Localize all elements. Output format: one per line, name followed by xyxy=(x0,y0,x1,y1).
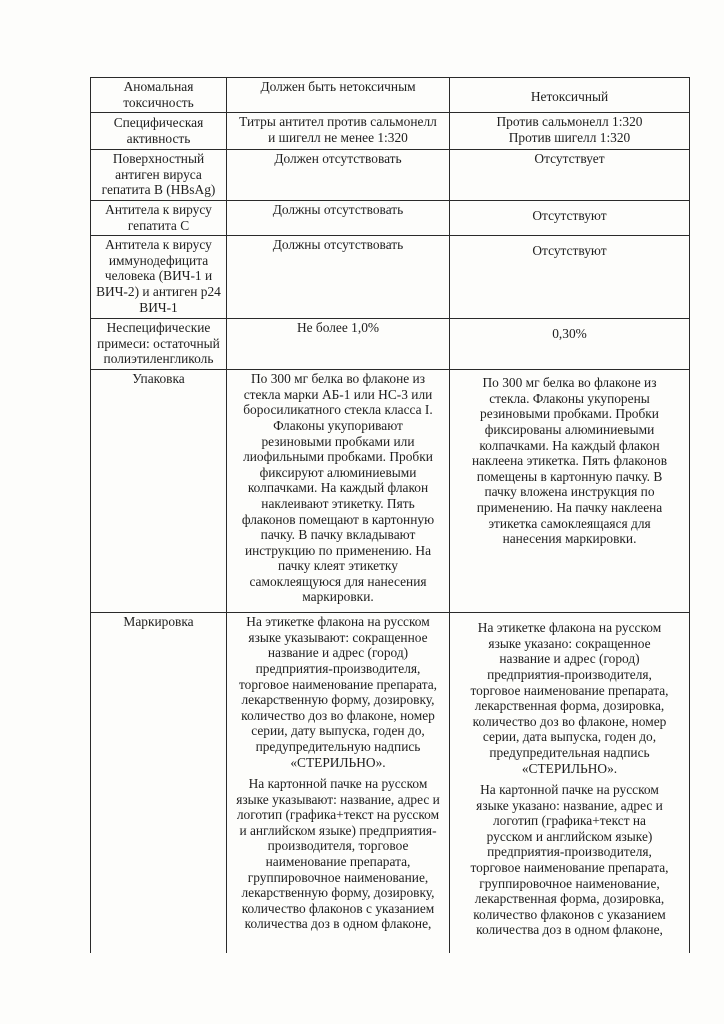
norm-cell xyxy=(227,200,450,235)
cell-text-line: количества доз в одном флаконе, xyxy=(244,916,432,932)
cell-text-line: наименование препарата, xyxy=(265,854,411,870)
parameter-cell xyxy=(91,319,227,370)
cell-text-line: предупредительная надпись xyxy=(489,744,650,760)
cell-text-line: и шигелл не менее 1:320 xyxy=(268,129,408,145)
cell-text-line: количество флаконов с указанием xyxy=(241,900,435,916)
cell-text-line: Флаконы укупоривают xyxy=(273,417,403,433)
cell-text-line: примеси: остаточный xyxy=(97,335,220,351)
cell-text-line: Против сальмонелл 1:320 xyxy=(496,114,643,130)
table-row xyxy=(91,200,690,235)
result-cell xyxy=(450,370,690,613)
cell-text-line: иммунодефицита xyxy=(108,252,209,268)
cell-text-line: торговое наименование препарата, xyxy=(470,682,669,698)
cell-text-line: помещены в картонную пачку. В xyxy=(476,468,663,484)
table-row xyxy=(91,370,690,613)
cell-text-line: На картонной пачке на русском xyxy=(248,776,428,792)
cell-text-line: лекарственную форму, дозировку, xyxy=(241,692,435,708)
cell-text-line: Должен отсутствовать xyxy=(274,151,402,167)
norm-cell xyxy=(227,78,450,113)
cell-text-line: Маркировка xyxy=(123,614,194,630)
cell-text-line: токсичность xyxy=(123,94,194,110)
cell-text-line: активность xyxy=(126,130,191,146)
cell-text-line: резиновыми пробками. Пробки xyxy=(480,406,659,422)
norm-cell xyxy=(227,319,450,370)
cell-text-line: Должен быть нетоксичным xyxy=(260,79,416,94)
cell-text-line: количества доз в одном флаконе, xyxy=(476,922,663,938)
cell-text-line: наклеена этикетка. Пять флаконов xyxy=(471,453,668,469)
result-cell xyxy=(450,200,690,235)
cell-text-line: Должны отсутствовать xyxy=(272,201,404,217)
cell-text-line: Должны отсутствовать xyxy=(272,237,404,253)
cell-text-line: лекарственная форма, дозировка, xyxy=(474,698,665,714)
parameter-cell xyxy=(91,236,227,319)
cell-text-line: пачку. В пачку вкладывают xyxy=(260,527,416,543)
parameter-cell xyxy=(91,370,227,613)
table-row xyxy=(91,613,690,953)
cell-text-line: логотип (графика+текст на xyxy=(492,813,647,829)
cell-text-line: Упаковка xyxy=(132,371,185,387)
cell-text-line: Отсутствуют xyxy=(532,207,607,223)
cell-text-line: предупредительную надпись xyxy=(255,738,421,754)
cell-text-line: По 300 мг белка во флаконе из xyxy=(482,375,657,391)
cell-text-line: количество доз во флаконе, номер xyxy=(241,707,435,723)
parameter-cell xyxy=(91,78,227,113)
cell-text-line: предприятия-производителя, xyxy=(487,844,652,860)
cell-text-line: лиофильными пробками. Пробки xyxy=(243,449,433,465)
cell-text-line: На этикетке флакона на русском xyxy=(477,620,662,636)
cell-text-line: стекла. Флаконы укупорены xyxy=(489,390,650,406)
result-cell xyxy=(450,319,690,370)
cell-text-line: колпачками. На каждый флакон xyxy=(479,437,660,453)
cell-text-line: маркировки. xyxy=(302,589,374,605)
parameter-cell xyxy=(91,113,227,150)
cell-text-line: группировочное наименование, xyxy=(247,869,429,885)
cell-text-line: ВИЧ-2) и антиген р24 xyxy=(96,283,221,299)
norm-cell xyxy=(227,370,450,613)
cell-text-line: название и адрес (город) xyxy=(267,645,409,661)
cell-text-line: «СТЕРИЛЬНО». xyxy=(521,760,618,776)
parameter-cell xyxy=(91,150,227,201)
cell-text-line: языке указывают: сокращенное xyxy=(248,629,428,645)
cell-text-line: производителя, торговое xyxy=(267,838,409,854)
cell-text-line: самоклеящуюся для нанесения xyxy=(249,573,427,589)
specification-table-body xyxy=(91,78,690,953)
cell-text-line: нанесения маркировки. xyxy=(502,531,637,547)
cell-text-line: количество флаконов с указанием xyxy=(473,906,666,922)
table-row xyxy=(91,319,690,370)
cell-text-line: название и адрес (город) xyxy=(499,651,640,667)
cell-text-line: флаконов помещают в картонную xyxy=(241,511,435,527)
parameter-cell xyxy=(91,613,227,953)
cell-text-line: серии, дата выпуска, годен до, xyxy=(482,729,657,745)
cell-text-line: лекарственная форма, дозировка, xyxy=(474,891,665,907)
table-row xyxy=(91,113,690,150)
cell-text-line: применению. На пачку наклеена xyxy=(476,499,663,515)
cell-text-line: Отсутствует xyxy=(534,151,605,167)
cell-text-line: Отсутствуют xyxy=(532,243,607,259)
result-cell xyxy=(450,113,690,150)
cell-text-line: Антитела к вирусу xyxy=(105,201,212,217)
cell-text-line: Неспецифические xyxy=(106,320,211,336)
cell-text-line: Аномальная xyxy=(123,79,194,94)
cell-text-line: фиксированы алюминиевыми xyxy=(484,421,655,437)
cell-text-line: гепатита С xyxy=(127,217,190,233)
cell-text-line: Нетоксичный xyxy=(530,89,609,104)
cell-text-line: наклеивают этикетку. Пять xyxy=(261,495,415,511)
result-cell xyxy=(450,236,690,319)
cell-text-line: и английском языке) предприятия- xyxy=(239,822,437,838)
cell-text-line: инструкцию по применению. На xyxy=(244,542,432,558)
cell-text-line: логотип (графика+текст на русском xyxy=(236,807,440,823)
cell-text-line: 0,30% xyxy=(552,326,587,342)
norm-cell xyxy=(227,613,450,953)
table-row xyxy=(91,150,690,201)
cell-text-line: стекла марки АБ-1 или НС-3 или xyxy=(243,386,433,402)
cell-text-line: этикетка самоклеящаяся для xyxy=(488,515,651,531)
result-cell xyxy=(450,78,690,113)
table-row xyxy=(91,78,690,113)
cell-text-line: боросиликатного стекла класса I. xyxy=(243,402,433,418)
cell-text-line: резиновыми пробками или xyxy=(261,433,415,449)
norm-cell xyxy=(227,113,450,150)
cell-text-line: пачку клеят этикетку xyxy=(278,558,398,574)
cell-text-line: На этикетке флакона на русском xyxy=(246,614,430,630)
cell-text-line: колпачками. На каждый флакон xyxy=(247,480,429,496)
cell-text-line: лекарственную форму, дозировку, xyxy=(241,885,435,901)
cell-text-line: Антитела к вирусу xyxy=(105,237,212,253)
cell-text-line: По 300 мг белка во флаконе из xyxy=(251,371,425,387)
cell-text-line: группировочное наименование, xyxy=(479,875,660,891)
cell-text-line: Поверхностный xyxy=(112,151,205,167)
cell-text-line: Титры антител против сальмонелл xyxy=(239,114,437,130)
cell-text-line: полиэтиленгликоль xyxy=(103,351,214,367)
cell-text-line: торговое наименование препарата, xyxy=(238,676,438,692)
cell-text-line: серии, дату выпуска, годен до, xyxy=(251,723,425,739)
result-cell xyxy=(450,613,690,953)
cell-text-line: Не более 1,0% xyxy=(296,320,380,336)
cell-text-line: «СТЕРИЛЬНО». xyxy=(290,754,386,770)
cell-text-line: Против шигелл 1:320 xyxy=(508,129,631,145)
parameter-cell xyxy=(91,200,227,235)
cell-text-line: торговое наименование препарата, xyxy=(470,860,669,876)
cell-text-line: пачку вложена инструкция по xyxy=(484,484,655,500)
cell-text-line: антиген вируса xyxy=(115,166,202,182)
cell-text-line: количество доз во флаконе, номер xyxy=(472,713,667,729)
norm-cell xyxy=(227,150,450,201)
norm-cell xyxy=(227,236,450,319)
cell-text-line: человека (ВИЧ-1 и xyxy=(104,268,213,284)
table-row xyxy=(91,236,690,319)
cell-text-line: фиксируют алюминиевыми xyxy=(259,464,417,480)
cell-text-line: ВИЧ-1 xyxy=(139,299,178,315)
specification-table xyxy=(90,77,690,953)
cell-text-line: языке указано: название, адрес и xyxy=(476,797,663,813)
cell-text-line: гепатита В (HBsAg) xyxy=(101,182,216,198)
cell-text-line: языке указано: сокращенное xyxy=(488,635,651,651)
cell-text-line: Специфическая xyxy=(113,115,204,131)
cell-text-line: языке указывают: название, адрес и xyxy=(236,791,440,807)
result-cell xyxy=(450,150,690,201)
cell-text-line: русском и английском языке) xyxy=(486,828,653,844)
cell-text-line: предприятия-производителя, xyxy=(487,666,652,682)
cell-text-line: предприятия-производителя, xyxy=(255,660,421,676)
cell-text-line: На картонной пачке на русском xyxy=(480,782,659,798)
